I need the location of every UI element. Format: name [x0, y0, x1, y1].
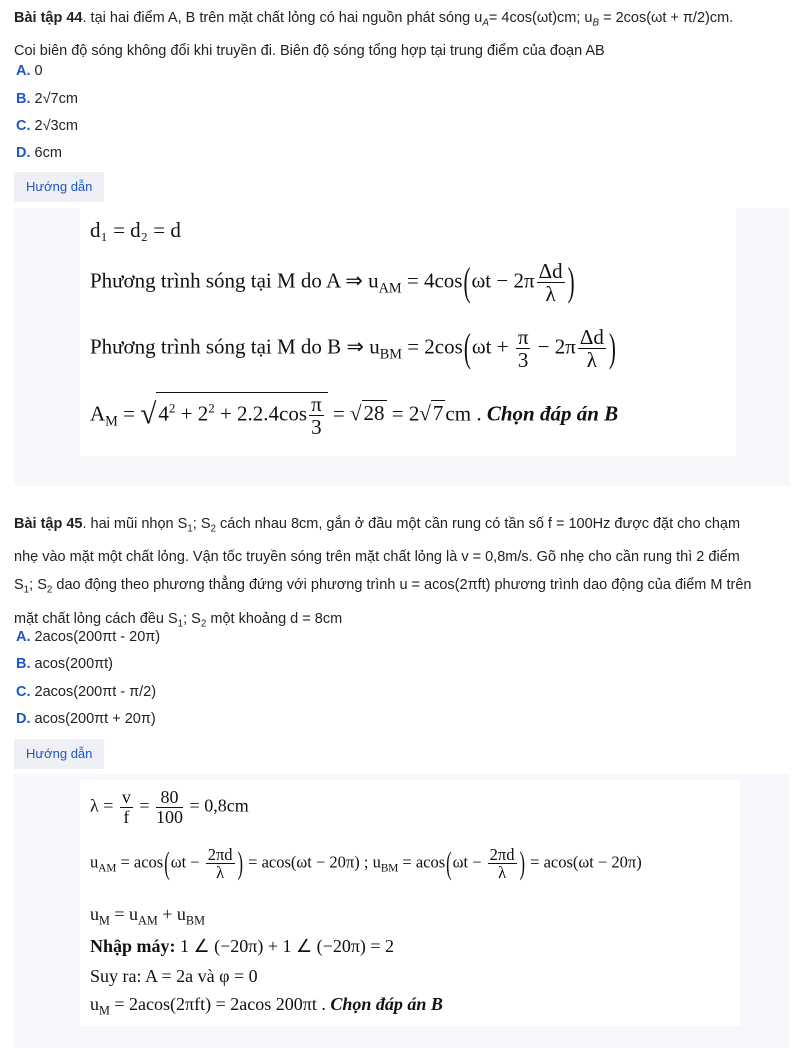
option-b[interactable]: B. acos(200πt) [16, 656, 114, 672]
question-45-text: Bài tập 45. hai mũi nhọn $S_1$; $S_2$ cách nhau 8cm, gắn ở đầu một cần rung có tần số f = 100Hz được đặt cho chạm nhẹ vào mặt một chất lỏng. Vận tốc truyền sóng trên mặt chất lỏng là v = 0,8m/s. Gõ nhẹ cho cần rung thì 2 điểm $S_1$; $S_2$ dao động theo phương thẳng đứng với phương trình u = acos(2πft) phương trình dao động của điểm M trên mặt chất lỏng cách đều $S_1$; $S_2$ một khoảng d = 8cm [14, 516, 752, 630]
sol44-line3: Phương trình sóng tại M do B ⇒ $u_{BM} = 2\cos(\omega t$ + $\frac{\pi}{3}$ − 2π $\frac{\Delta d}{\lambda}$ ) [90, 324, 616, 373]
sol45-line4: Nhập máy: 1 ∠ (−20π) + 1 ∠ (−20π) = 2 [90, 936, 395, 956]
guide-toggle-45[interactable]: Hướng dẫn [14, 739, 104, 769]
sol44-line4: $A_M = √4^2 + 2^2 + 2.2.4\cos$ $\frac{\pi}{3}$ = √28 = 2√7cm . Chọn đáp án B [90, 392, 619, 440]
option-c[interactable]: C. 2√3cm [16, 118, 78, 134]
question-45-title: Bài tập 45 [14, 516, 83, 532]
option-b[interactable]: B. 2√7cm [16, 91, 78, 107]
guide-toggle-44[interactable]: Hướng dẫn [14, 172, 104, 202]
option-a[interactable]: A. 0 [16, 63, 43, 79]
question-44-title: Bài tập 44 [14, 10, 83, 26]
sol45-line5: Suy ra: A = 2a và φ = 0 [90, 966, 258, 986]
solution-45 [14, 774, 790, 1048]
solution-44-image [80, 208, 736, 456]
sol45-line2: $u_{AM} = acos(\omega t$ − $\frac{2\pi d}{\lambda}$ ) = acos(ωt − 20π) ; $u_{BM} = acos(\omega t$ − $\frac{2\pi d}{\lambda}$ ) = acos(ωt − 20π) [90, 844, 642, 883]
solution-44 [14, 208, 790, 486]
sol45-line1: λ = $\frac{v}{f}$ = $\frac{80}{100}$ = 0,8cm [90, 787, 249, 827]
option-d[interactable]: D. 6cm [16, 145, 62, 161]
option-a[interactable]: A. 2acos(200πt - 20π) [16, 629, 161, 645]
sol45-line6: $u_M = 2acos(2\pi ft) = 2acos$ 200πt . Chọn đáp án B [90, 994, 443, 1018]
question-44-text: Bài tập 44. tại hai điểm A, B trên mặt chất lỏng có hai nguồn phát sóng $u_A= 4\cos(\omega t)cm$; $u_B = 2\cos(\omega t + \pi/2)cm$. Coi biên độ sóng không đổi khi truyền đi. Biên độ sóng tổng hợp tại trung điểm của đoạn AB [14, 10, 734, 60]
sol45-line3: $u_M = u_{AM} + u_{BM}$ [90, 904, 205, 928]
solution-45-image [80, 780, 740, 1026]
option-c[interactable]: C. 2acos(200πt - π/2) [16, 684, 157, 700]
option-d[interactable]: D. acos(200πt + 20π) [16, 711, 156, 727]
sol44-line2: Phương trình sóng tại M do A ⇒ $u_{AM} = 4\cos(\omega t - 2\pi$ $\frac{\Delta d}{\lambda}$ ) [90, 258, 575, 307]
sol44-line1: d₁ = d₂ = d [90, 218, 181, 242]
